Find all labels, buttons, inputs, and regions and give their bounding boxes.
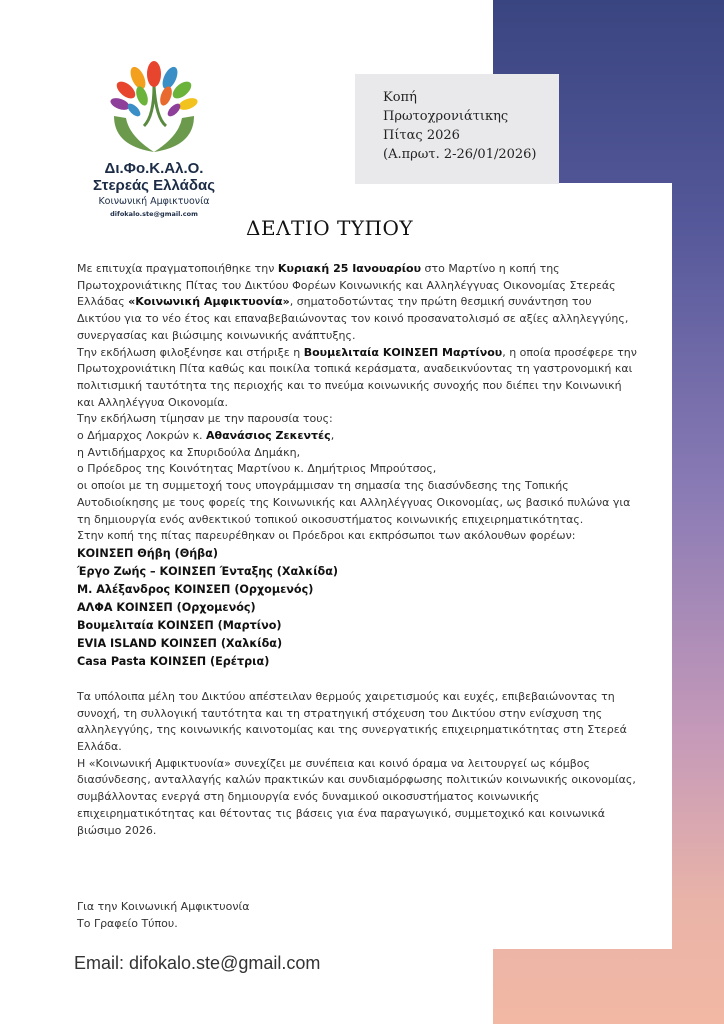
honor-closing: οι οποίοι με τη συμμετοχή τους υπογράμμισαν τη σημασία της διασύνδεσης της Τοπικής Αυτοδιοίκησης με τους φορείς της Κοινωνικής και Αλληλέγγυας Οικονομίας, ως βασικό πυλώνα για τη δημιουργία ενός ανθεκτικού τοπικού οικοσυστήματος κοινωνικής επιχειρηματικότητας. bbox=[77, 479, 631, 526]
stamp-line4: (Α.πρωτ. 2-26/01/2026) bbox=[383, 147, 537, 162]
paragraph-intro: Με επιτυχία πραγματοποιήθηκε την Κυριακή 25 Ιανουαρίου στο Μαρτίνο η κοπή της Πρωτοχρονιάτικης Πίτας του Δικτύου Φορέων Κοινωνικής και Αλληλέγγυας Οικονομίας Στερεάς Ελλάδας «Κοινωνική Αμφικτυονία», σηματοδοτώντας την πρώτη θεσμική συνάντηση του Δικτύου για το νέο έτος και επαναβεβαιώνοντας τον κοινό προσανατολισμό σε αξίες αλληλεγγύης, συνεργασίας και βιώσιμης κοινωνικής ανάπτυξης. bbox=[77, 262, 629, 342]
list-item: Μ. Αλέξανδρος ΚΟΙΝΣΕΠ (Ορχομενός) bbox=[77, 582, 314, 596]
press-release-body bbox=[77, 261, 637, 839]
list-item: Casa Pasta ΚΟΙΝΣΕΠ (Ερέτρια) bbox=[77, 654, 270, 668]
honor-deputy: η Αντιδήμαρχος κα Σπυριδούλα Δημάκη, bbox=[77, 445, 301, 459]
list-item: EVIA ISLAND ΚΟΙΝΣΕΠ (Χαλκίδα) bbox=[77, 636, 283, 650]
list-item: Έργο Ζωής – ΚΟΙΝΣΕΠ Ένταξης (Χαλκίδα) bbox=[77, 564, 339, 578]
paragraph-vision: Η «Κοινωνική Αμφικτυονία» συνεχίζει με συνέπεια και κοινό όραμα να λειτουργεί ως κόμβος διασύνδεσης, ανταλλαγής καλών πρακτικών και συνδιαμόρφωσης πολιτικών κοινωνικής οικονομίας, συμβάλλοντας ενεργά στη δημιουργία ενός δυναμικού οικοσυστήματος κοινωνικής επιχειρηματικότητας και θέτοντας τις βάσεις για ένα παραγωγικό, συμμετοχικό και κοινωνικά βιώσιμο 2026. bbox=[77, 756, 636, 837]
paragraph-host: Την εκδήλωση φιλοξένησε και στήριξε η Βουμελιταία ΚΟΙΝΣΕΠ Μαρτίνου, η οποία προσέφερε την Πρωτοχρονιάτικη Πίτα καθώς και ποικίλα τοπικά κεράσματα, αναδεικνύοντας τη γαστρονομική και πολιτισμική ταυτότητα της περιοχής και το πνεύμα κοινωνικής συνοχής που διέπει την Κοινωνική και Αλληλέγγυα Οικονομία. bbox=[77, 345, 637, 409]
list-item: ΑΛΦΑ ΚΟΙΝΣΕΠ (Ορχομενός) bbox=[77, 600, 256, 614]
list-item: Βουμελιταία ΚΟΙΝΣΕΠ (Μαρτίνο) bbox=[77, 618, 282, 632]
tree-hands-logo-icon bbox=[74, 56, 234, 160]
signature-line2: Το Γραφείο Τύπου. bbox=[77, 917, 178, 930]
logo-subtitle: Κοινωνική Αμφικτυονία bbox=[98, 196, 210, 207]
honor-president: ο Πρόεδρος της Κοινότητας Μαρτίνου κ. Δημήτριος Μπρούτσος, bbox=[77, 462, 437, 476]
page-title: ΔΕΛΤΙΟ ΤΥΠΟΥ bbox=[246, 216, 414, 240]
organizations-list bbox=[77, 545, 637, 671]
honor-mayor: ο Δήμαρχος Λοκρών κ. Αθανάσιος Ζεκεντές, bbox=[77, 429, 335, 443]
stamp-line2: Πρωτοχρονιάτικης bbox=[383, 109, 509, 124]
logo-name bbox=[74, 160, 234, 194]
signature-line1: Για την Κοινωνική Αμφικτυονία bbox=[77, 900, 250, 913]
footer-email: Email: difokalo.ste@gmail.com bbox=[74, 953, 321, 973]
signature-block bbox=[77, 898, 250, 932]
stamp-line1: Κοπή bbox=[383, 90, 417, 105]
organization-logo bbox=[74, 56, 234, 226]
logo-name-line2: Στερεάς Ελλάδας bbox=[93, 177, 215, 194]
list-item: ΚΟΙΝΣΕΠ Θήβη (Θήβα) bbox=[77, 546, 218, 560]
logo-email: difokalo.ste@gmail.com bbox=[110, 210, 198, 218]
stamp-line3: Πίτας 2026 bbox=[383, 128, 460, 143]
protocol-stamp-box bbox=[355, 74, 559, 184]
paragraph-greetings: Τα υπόλοιπα μέλη του Δικτύου απέστειλαν θερμούς χαιρετισμούς και ευχές, επιβεβαιώνοντας τη συνοχή, τη συλλογική ταυτότητα και τη στρατηγική στόχευση του Δικτύου στην ενίσχυση της αλληλεγγύης, της κοινωνικής καινοτομίας και της συνεργατικής επιχειρηματικότητας στη Στερεά Ελλάδα. bbox=[77, 689, 627, 754]
honor-intro: Την εκδήλωση τίμησαν με την παρουσία τους: bbox=[77, 412, 333, 426]
logo-name-line1: Δι.Φο.Κ.Αλ.Ο. bbox=[104, 160, 204, 177]
orgs-intro: Στην κοπή της πίτας παρευρέθηκαν οι Πρόεδροι και εκπρόσωποι των ακόλουθων φορέων: bbox=[77, 529, 576, 543]
